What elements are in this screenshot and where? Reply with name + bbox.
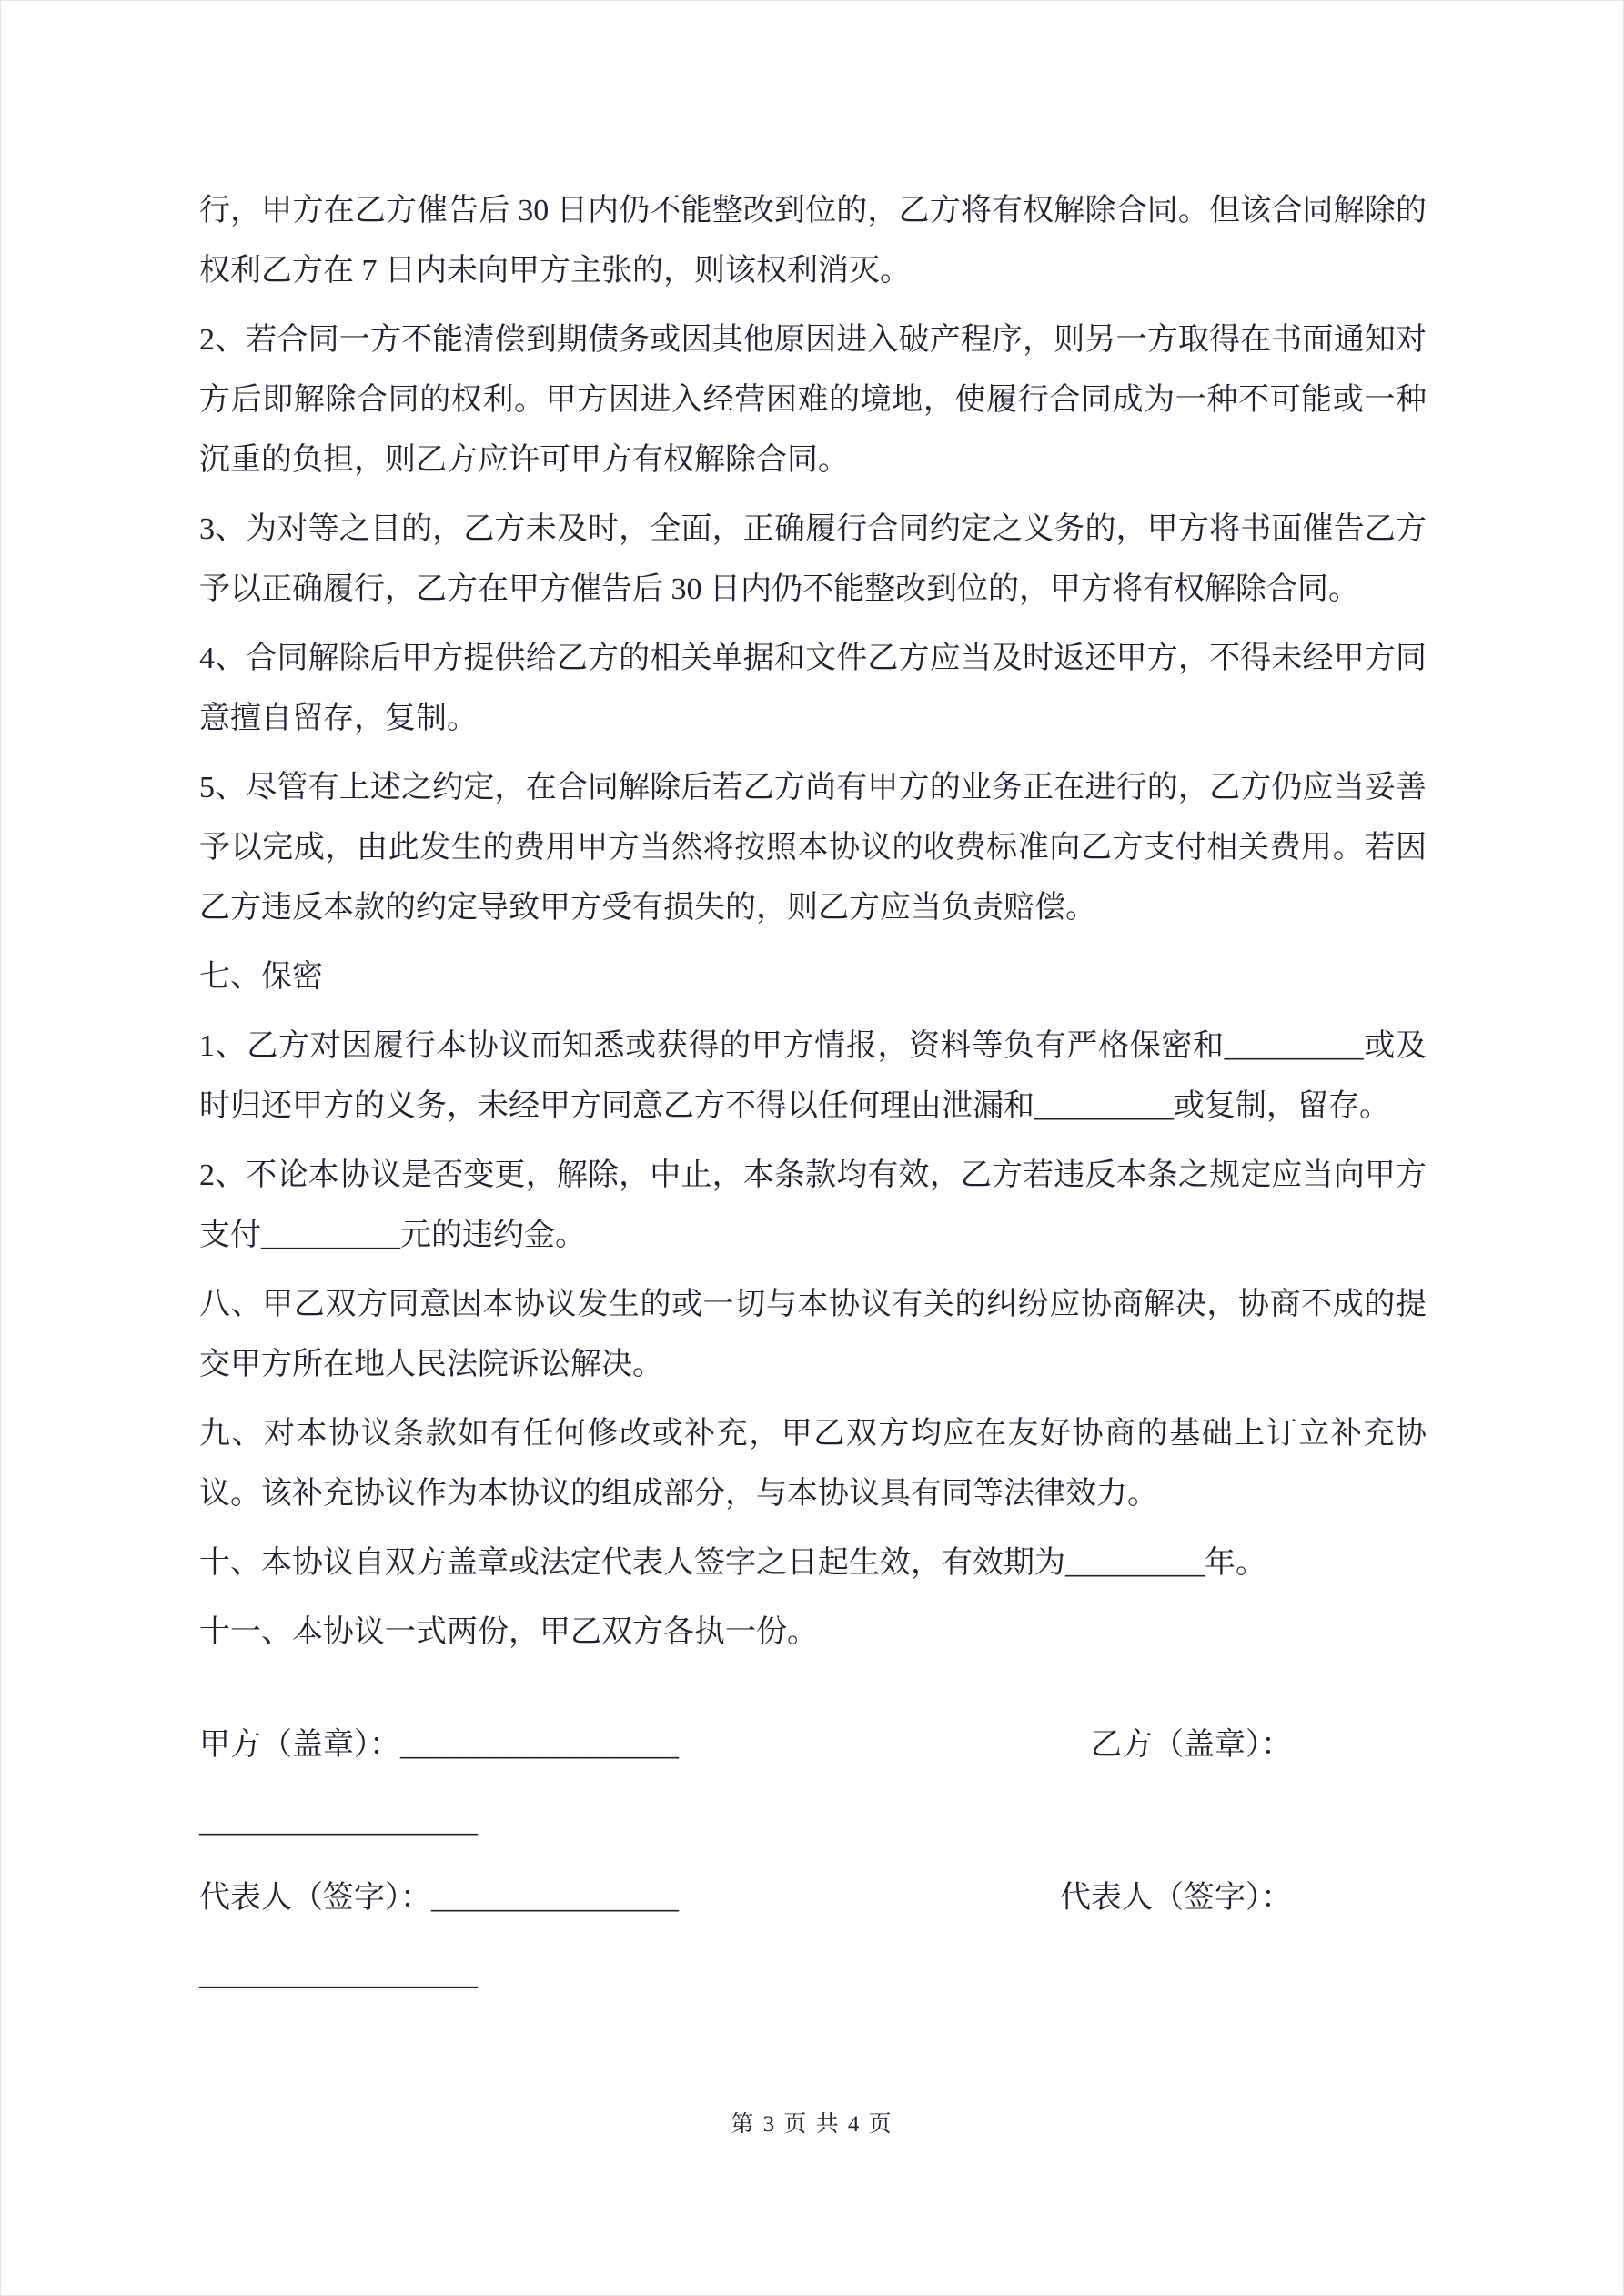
representative-row	[199, 1868, 1427, 1928]
rep-b-sign-cell	[1060, 1868, 1292, 1928]
clause-7-item-1: 1、乙方对因履行本协议而知悉或获得的甲方情报，资料等负有严格保密和_________或及时归还甲方的义务，未经甲方同意乙方不得以任何理由泄漏和_________或复制，留存。	[199, 1029, 1427, 1123]
party-b-seal-label: 乙方（盖章）：	[1091, 1728, 1292, 1762]
party-a-seal-blank: __________________	[400, 1728, 679, 1762]
representative-blank-row	[199, 1945, 1427, 2005]
seal-blank-row	[199, 1792, 1427, 1852]
rep-b-sign-label: 代表人（签字）：	[1060, 1881, 1292, 1915]
clause-11: 十一、本协议一式两份，甲乙双方各执一份。	[199, 1615, 818, 1649]
contract-body	[199, 181, 1427, 2005]
party-a-seal-label: 甲方（盖章）：	[199, 1728, 400, 1762]
rep-a-sign-blank: ________________	[431, 1881, 679, 1915]
clause-10: 十、本协议自双方盖章或法定代表人签字之日起生效，有效期为_________年。	[199, 1546, 1266, 1580]
clause-6-item-4: 4、合同解除后甲方提供给乙方的相关单据和文件乙方应当及时返还甲方，不得未经甲方同意擅自留存，复制。	[199, 642, 1427, 735]
clause-6-item-3: 3、为对等之目的，乙方未及时，全面，正确履行合同约定之义务的，甲方将书面催告乙方予以正确履行，乙方在甲方催告后 30 日内仍不能整改到位的，甲方将有权解除合同。	[199, 512, 1427, 606]
rep-a-sign-extra-blank: __________________	[199, 1957, 478, 1991]
clause-6-item-5: 5、尽管有上述之约定，在合同解除后若乙方尚有甲方的业务正在进行的，乙方仍应当妥善予以完成，由此发生的费用甲方当然将按照本协议的收费标准向乙方支付相关费用。若因乙方违反本款的约定导致甲方受有损失的，则乙方应当负责赔偿。	[199, 771, 1427, 925]
seal-row	[199, 1715, 1427, 1775]
clause-7-heading: 七、保密	[199, 960, 323, 994]
clause-8: 八、甲乙双方同意因本协议发生的或一切与本协议有关的纠纷应协商解决，协商不成的提交甲方所在地人民法院诉讼解决。	[199, 1288, 1427, 1381]
party-a-seal-cell	[199, 1715, 679, 1775]
party-b-seal-cell	[1091, 1715, 1292, 1775]
party-a-seal-extra-blank: __________________	[199, 1805, 478, 1838]
clause-7-item-2: 2、不论本协议是否变更，解除，中止，本条款均有效，乙方若违反本条之规定应当向甲方支付_________元的违约金。	[199, 1158, 1427, 1252]
page-number: 第 3 页 共 4 页	[731, 2112, 893, 2137]
clause-continuation-paragraph: 行，甲方在乙方催告后 30 日内仍不能整改到位的，乙方将有权解除合同。但该合同解除的权利乙方在 7 日内未向甲方主张的，则该权利消灭。	[199, 194, 1427, 288]
rep-a-sign-cell	[199, 1868, 679, 1928]
rep-a-sign-label: 代表人（签字）：	[199, 1881, 431, 1915]
signature-block	[199, 1715, 1427, 2005]
clause-9: 九、对本协议条款如有任何修改或补充，甲乙双方均应在友好协商的基础上订立补充协议。该补充协议作为本协议的组成部分，与本协议具有同等法律效力。	[199, 1417, 1427, 1511]
clause-6-item-2: 2、若合同一方不能清偿到期债务或因其他原因进入破产程序，则另一方取得在书面通知对方后即解除合同的权利。甲方因进入经营困难的境地，使履行合同成为一种不可能或一种沉重的负担，则乙方应许可甲方有权解除合同。	[199, 323, 1427, 477]
